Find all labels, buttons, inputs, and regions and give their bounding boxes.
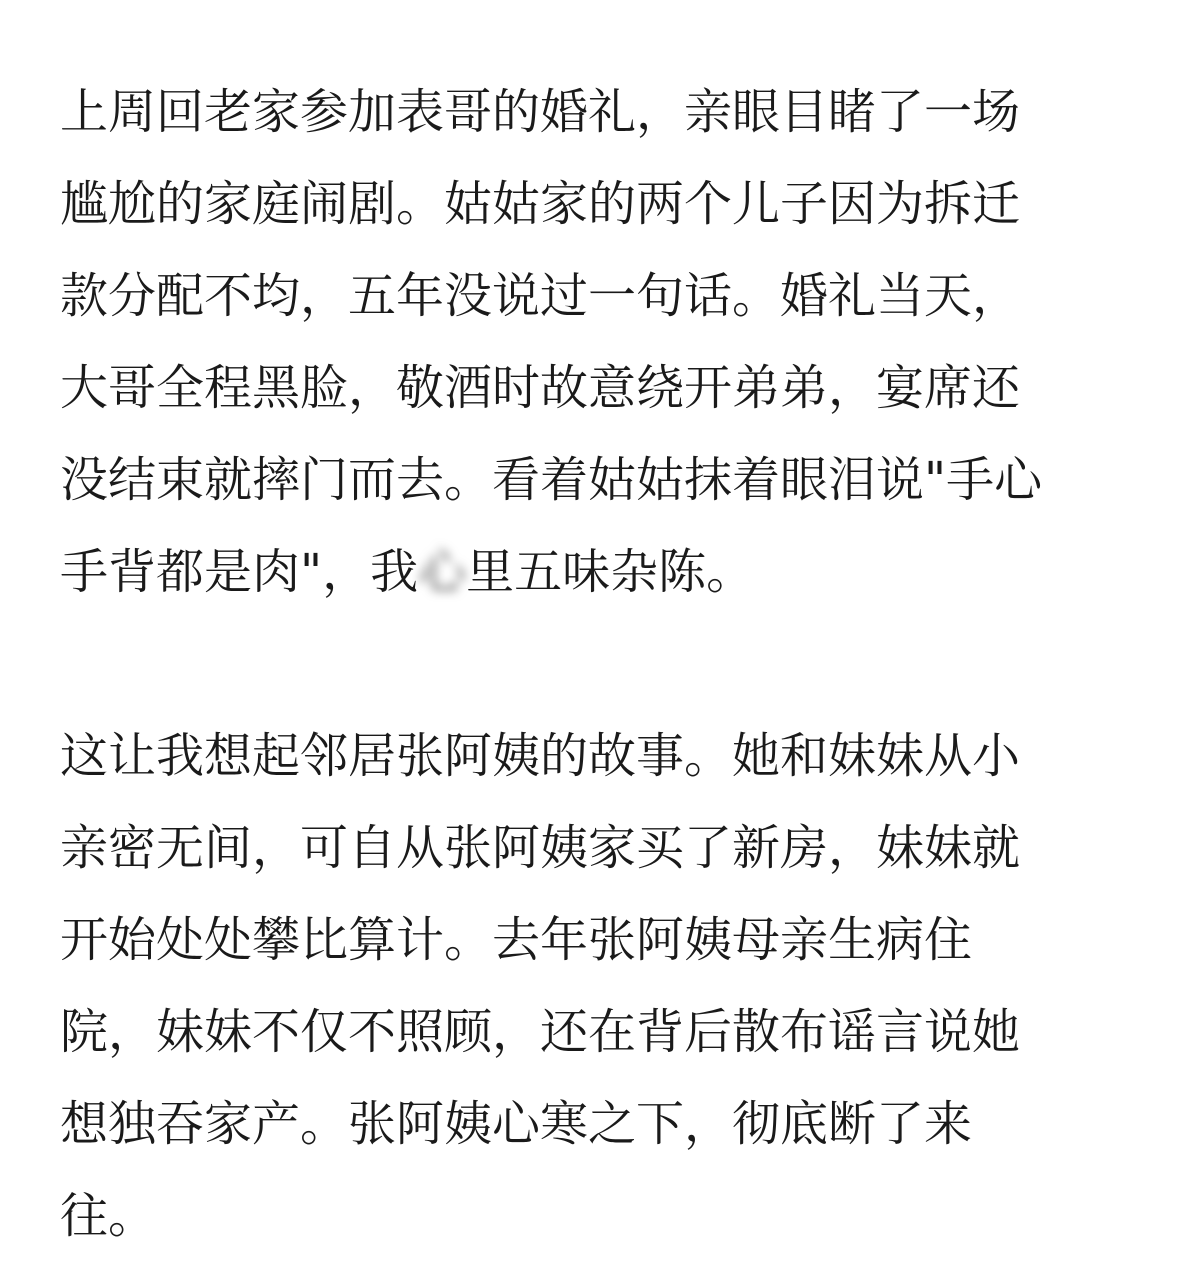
paragraph-line: 院，妹妹不仅不照顾，还在背后散布谣言说她 <box>60 1004 1021 1060</box>
paragraph-line: 尴尬的家庭闹剧。姑姑家的两个儿子因为拆迁 <box>60 176 1021 232</box>
line-segment: 手背都是肉"，我 <box>60 544 419 600</box>
paragraph-line: 大哥全程黑脸，敬酒时故意绕开弟弟，宴席还 <box>60 360 1021 416</box>
paragraph-line <box>60 526 1130 618</box>
line-segment: 里五味杂陈。 <box>466 544 755 600</box>
article-body <box>60 66 1130 1262</box>
paragraph-line: 开始处处攀比算计。去年张阿姨母亲生病住 <box>60 912 973 968</box>
paragraph-line: 上周回老家参加表哥的婚礼，亲眼目睹了一场 <box>60 84 1021 140</box>
blurred-character: 心 <box>418 544 467 600</box>
paragraph-gap <box>60 618 1130 710</box>
paragraph-line: 这让我想起邻居张阿姨的故事。她和妹妹从小 <box>60 728 1021 784</box>
paragraph-line: 想独吞家产。张阿姨心寒之下，彻底断了来 <box>60 1096 973 1152</box>
paragraph-line: 款分配不均，五年没说过一句话。婚礼当天， <box>60 268 1021 324</box>
paragraph-line: 往。 <box>60 1188 157 1244</box>
paragraph-line: 没结束就摔门而去。看着姑姑抹着眼泪说"手心 <box>60 452 1043 508</box>
paragraph-2 <box>60 710 1130 1262</box>
paragraph-1 <box>60 66 1130 618</box>
paragraph-line: 亲密无间，可自从张阿姨家买了新房，妹妹就 <box>60 820 1021 876</box>
